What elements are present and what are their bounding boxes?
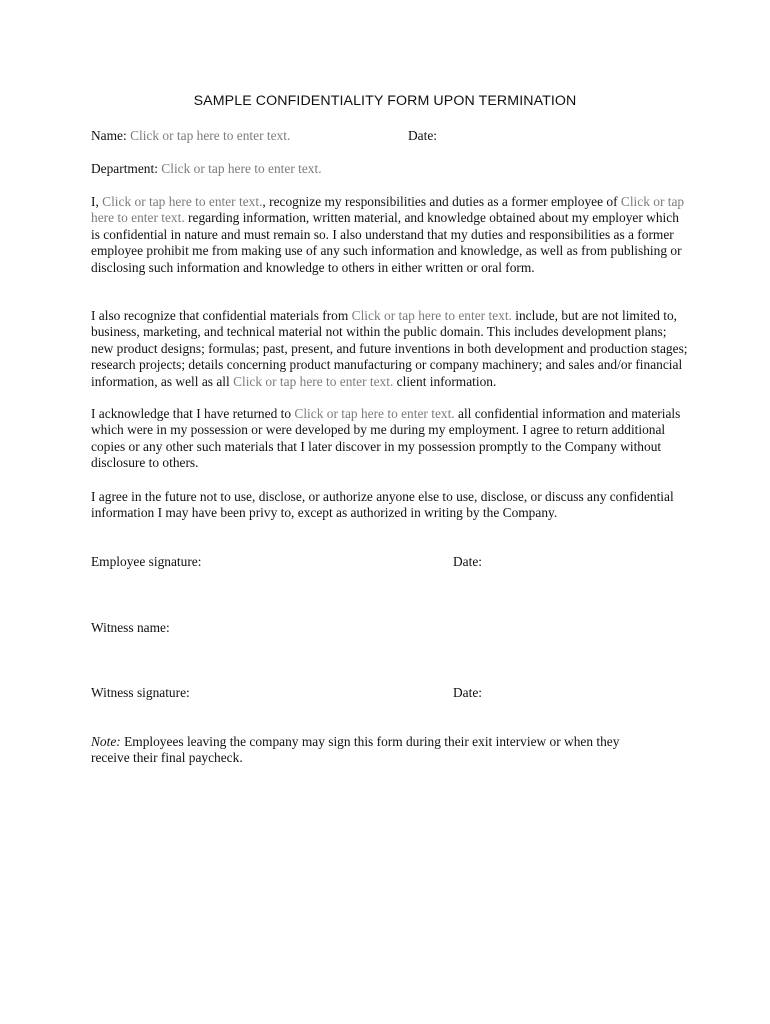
document-title: SAMPLE CONFIDENTIALITY FORM UPON TERMINATION bbox=[193, 93, 577, 109]
p1-text-a: I, bbox=[91, 194, 103, 209]
witness-name-label: Witness name: bbox=[91, 620, 170, 635]
returned-to-input[interactable]: Click or tap here to enter text. bbox=[294, 406, 455, 421]
company-name-input[interactable]: Click or tap here to enter text. bbox=[351, 308, 512, 323]
name-field-row bbox=[91, 128, 290, 144]
p3-text-b: all confidential information and materials which were in my possession or were developed by me during my employment. I agree to return additional copies or any other such materials that I later discover in my possession promptly to the Company without disclosure to others. bbox=[91, 406, 681, 471]
name-input[interactable]: Click or tap here to enter text. bbox=[130, 128, 291, 143]
p1-text-c: regarding information, written material, and knowledge obtained about my employer which is confidential in nature and must remain so. I also understand that my duties and responsibilities as a former employee prohibit me from making use of any such information and knowledge, as well as from publishing or disclosing such information and knowledge to others in either written or oral form. bbox=[91, 210, 682, 275]
department-input[interactable]: Click or tap here to enter text. bbox=[161, 161, 322, 176]
p2-text-b: include, but are not limited to, business, marketing, and technical material not within the public domain. This includes development plans; new product designs; formulas; past, present, and future inventions in both development and production stages; research projects; details concerning product manufacturing or company machinery; and sales and/or financial information, as well as all bbox=[91, 308, 688, 389]
witness-signature-date-label: Date: bbox=[453, 685, 482, 700]
employer-name-input[interactable]: Click or tap here to enter text. bbox=[91, 194, 685, 226]
department-label: Department: bbox=[91, 161, 158, 176]
header-date-label: Date: bbox=[408, 128, 437, 143]
paragraph-responsibilities bbox=[91, 194, 691, 276]
paragraph-confidential-materials bbox=[91, 308, 691, 390]
paragraph-future-agreement: I agree in the future not to use, disclose, or authorize anyone else to use, disclose, or discuss any confidential information I may have been privy to, except as authorized in writing by the Company. bbox=[91, 489, 674, 521]
witness-signature-label: Witness signature: bbox=[91, 685, 190, 700]
p3-text-a: I acknowledge that I have returned to bbox=[91, 406, 295, 421]
employee-name-input[interactable]: Click or tap here to enter text. bbox=[102, 194, 263, 209]
note-label: Note: bbox=[91, 734, 121, 749]
note-paragraph bbox=[91, 734, 651, 767]
client-company-input[interactable]: Click or tap here to enter text. bbox=[233, 373, 394, 389]
note-text: Employees leaving the company may sign this form during their exit interview or when they receive their final paycheck. bbox=[91, 734, 620, 766]
p2-text-c: client information. bbox=[393, 373, 497, 389]
p1-text-b: , recognize my responsibilities and duties as a former employee of bbox=[262, 194, 621, 209]
department-field-row bbox=[91, 161, 322, 177]
employee-signature-label: Employee signature: bbox=[91, 554, 202, 569]
employee-signature-date-label: Date: bbox=[453, 554, 482, 569]
p2-text-a: I also recognize that confidential materials from bbox=[91, 308, 352, 323]
paragraph-returned-materials bbox=[91, 406, 691, 472]
name-label: Name: bbox=[91, 128, 127, 143]
